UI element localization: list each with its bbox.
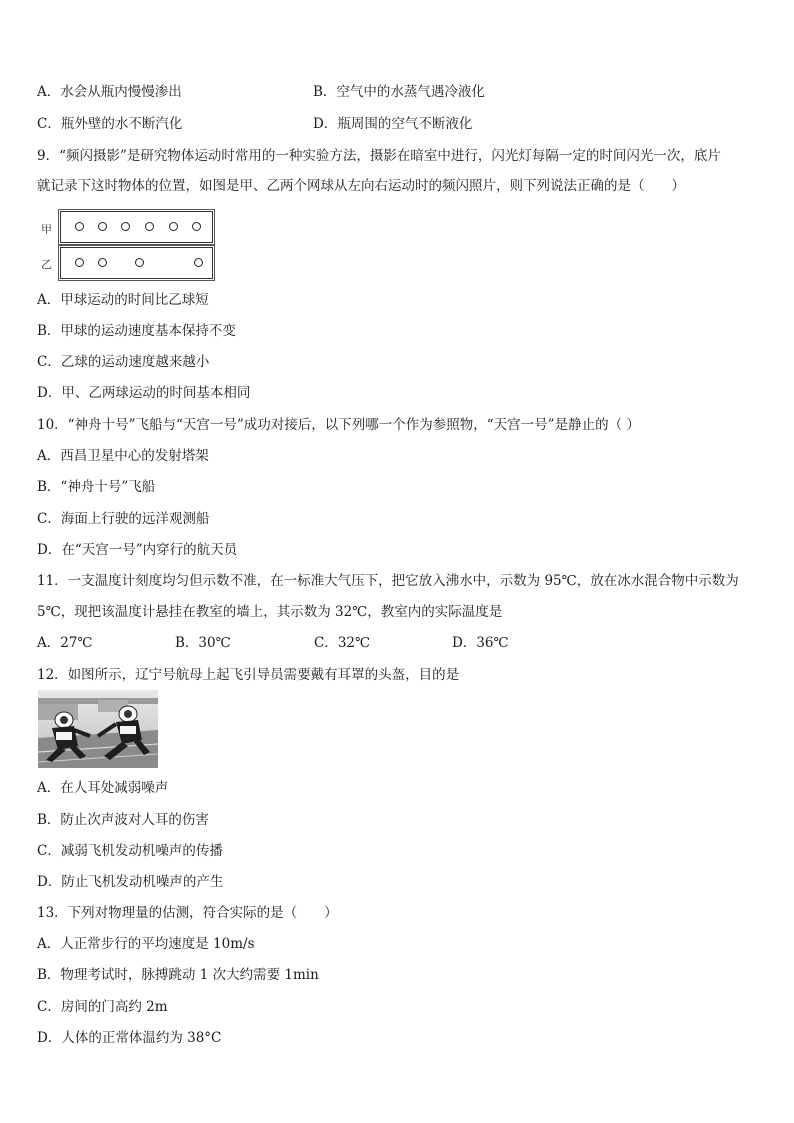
q9-stem-line1: 9．“频闪摄影”是研究物体运动时常用的一种实验方法，摄影在暗室中进行，闪光灯每隔一定的时间闪光一次，底片 — [37, 148, 721, 164]
q12-option-a: A．在人耳处减弱噪声 — [37, 780, 169, 796]
ball-jia-3 — [121, 222, 130, 231]
q9-option-d: D．甲、乙两球运动的时间基本相同 — [37, 385, 251, 401]
ball-jia-5 — [169, 222, 178, 231]
q13-stem: 13．下列对物理量的估测，符合实际的是（ ） — [37, 905, 338, 921]
q9-option-c: C．乙球的运动速度越来越小 — [37, 354, 210, 370]
ball-jia-1 — [75, 222, 84, 231]
q11-option-a: A．27℃ — [37, 635, 93, 651]
q12-option-b: B．防止次声波对人耳的伤害 — [37, 812, 209, 828]
q8-option-c: C．瓶外壁的水不断汽化 — [37, 116, 183, 132]
q10-option-c: C．海面上行驶的远洋观测船 — [37, 511, 210, 527]
q9-option-b: B．甲球的运动速度基本保持不变 — [37, 323, 236, 339]
q10-stem: 10．“神舟十号”飞船与“天宫一号”成功对接后，以下列哪一个作为参照物，“天宫一号”是静止的（ ） — [37, 417, 640, 433]
ball-jia-2 — [98, 222, 107, 231]
strip-label-yi: 乙 — [41, 258, 52, 271]
q11-stem-line1: 11．一支温度计刻度均匀但示数不准，在一标准大气压下，把它放入沸水中，示数为 95℃，放在冰水混合物中示数为 — [37, 573, 739, 589]
q11-stem-line2: 5℃，现把该温度计悬挂在教室的墙上，其示数为 32℃，教室内的实际温度是 — [37, 604, 503, 620]
q12-option-d: D．防止飞机发动机噪声的产生 — [37, 874, 224, 890]
strip-yi — [60, 247, 213, 279]
q11-option-c: C．32℃ — [314, 635, 371, 651]
q11-option-b: B．30℃ — [175, 635, 231, 651]
q10-option-a: A．西昌卫星中心的发射塔架 — [37, 448, 209, 464]
q10-option-d: D．在“天宫一号”内穿行的航天员 — [37, 542, 238, 558]
ball-yi-4 — [194, 258, 203, 267]
strip-jia — [60, 211, 213, 243]
q10-option-b: B．“神舟十号”飞船 — [37, 479, 156, 495]
q8-option-a: A．水会从瓶内慢慢渗出 — [37, 84, 182, 100]
strip-label-jia: 甲 — [41, 223, 52, 236]
q13-option-b: B．物理考试时，脉搏跳动 1 次大约需要 1min — [37, 967, 319, 983]
q12-option-c: C．减弱飞机发动机噪声的传播 — [37, 843, 223, 859]
q8-option-b: B．空气中的水蒸气遇冷液化 — [313, 84, 485, 100]
ball-jia-4 — [145, 222, 154, 231]
ball-jia-6 — [192, 222, 201, 231]
q12-stem: 12．如图所示，辽宁号航母上起飞引导员需要戴有耳罩的头盔，目的是 — [37, 667, 460, 683]
ball-yi-1 — [75, 258, 84, 267]
ball-yi-3 — [135, 258, 144, 267]
q9-stem-line2: 就记录下这时物体的位置，如图是甲、乙两个网球从左向右运动时的频闪照片，则下列说法正确的是（ ） — [37, 178, 685, 194]
q13-option-a: A．人正常步行的平均速度是 10m/s — [37, 936, 255, 952]
flight-deck-photo — [38, 690, 158, 768]
q13-option-c: C．房间的门高约 2m — [37, 999, 168, 1015]
q13-option-d: D．人体的正常体温约为 38°C — [37, 1030, 222, 1046]
ball-yi-2 — [98, 258, 107, 267]
q11-option-d: D．36℃ — [452, 635, 509, 651]
q9-option-a: A．甲球运动的时间比乙球短 — [37, 292, 209, 308]
q8-option-d: D．瓶周围的空气不断液化 — [313, 116, 473, 132]
